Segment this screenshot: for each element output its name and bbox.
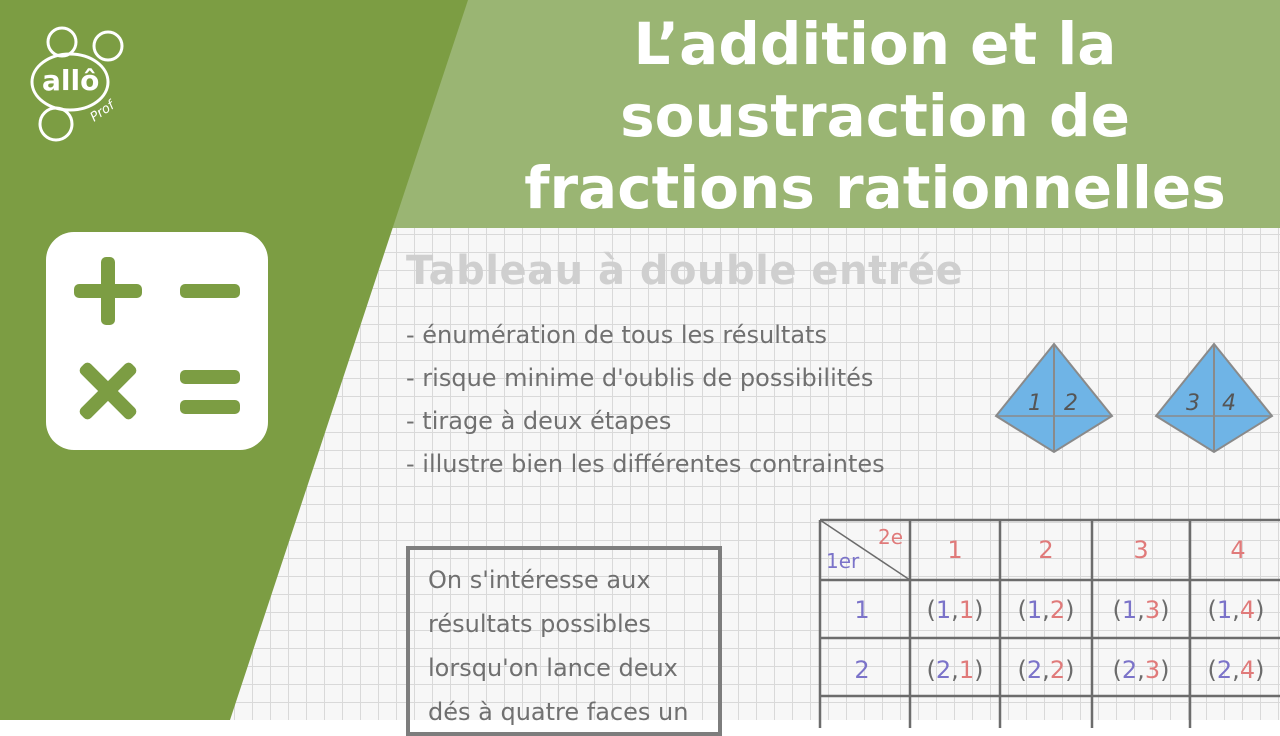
- table-cell: (2,4): [1207, 656, 1265, 684]
- die-2-right-face: 4: [1222, 391, 1236, 416]
- title-line-3: fractions rationnelles: [524, 154, 1226, 222]
- note-line: On s'intéresse aux: [428, 566, 651, 594]
- row-header: 2: [854, 656, 870, 684]
- table-cell: (1,2): [1017, 596, 1075, 624]
- col-header: 3: [1133, 536, 1149, 564]
- problem-statement-box: [406, 546, 722, 736]
- table-cell: (1,1): [926, 596, 984, 624]
- die-2-left-face: 3: [1186, 391, 1200, 416]
- table-cell: (1,4): [1207, 596, 1265, 624]
- bullet-item: - énumération de tous les résultats: [406, 321, 827, 349]
- minus-icon: [180, 284, 240, 298]
- die-2: [1156, 344, 1272, 452]
- double-entry-table: [818, 518, 1280, 728]
- plus-icon: [74, 257, 142, 325]
- bullet-item: - risque minime d'oublis de possibilités: [406, 364, 874, 392]
- logo-text-main: allô: [42, 64, 100, 97]
- corner-col-label: 2e: [878, 525, 904, 549]
- row-header: 1: [854, 596, 870, 624]
- logo-text-sub: Prof: [87, 98, 118, 126]
- bullet-list: [406, 314, 885, 486]
- col-header: 1: [947, 536, 963, 564]
- table-cell: (2,1): [926, 656, 984, 684]
- col-header: 4: [1230, 536, 1246, 564]
- table-cell: (2,2): [1017, 656, 1075, 684]
- allo-prof-logo: [26, 20, 136, 150]
- note-line: résultats possibles: [428, 610, 651, 638]
- calculator-icon-card: [46, 232, 268, 450]
- table-cell: (1,3): [1112, 596, 1170, 624]
- note-line: dés à quatre faces un: [428, 698, 689, 726]
- die-1: [996, 344, 1112, 452]
- board-title: Tableau à double entrée: [406, 248, 964, 294]
- bullet-item: - illustre bien les différentes contraintes: [406, 450, 885, 478]
- title-line-1: L’addition et la: [633, 10, 1117, 78]
- die-1-left-face: 1: [1028, 391, 1042, 416]
- die-1-right-face: 2: [1064, 391, 1078, 416]
- times-icon: [78, 361, 139, 422]
- col-header: 2: [1038, 536, 1054, 564]
- title-line-2: soustraction de: [620, 82, 1130, 150]
- equals-icon: [180, 370, 240, 414]
- table-cell: (2,3): [1112, 656, 1170, 684]
- bullet-item: - tirage à deux étapes: [406, 407, 672, 435]
- page-title: [480, 8, 1270, 224]
- note-line: lorsqu'on lance deux: [428, 654, 678, 682]
- calculator-icon: [46, 232, 268, 450]
- corner-row-label: 1er: [826, 549, 860, 573]
- four-sided-dice: [990, 338, 1280, 458]
